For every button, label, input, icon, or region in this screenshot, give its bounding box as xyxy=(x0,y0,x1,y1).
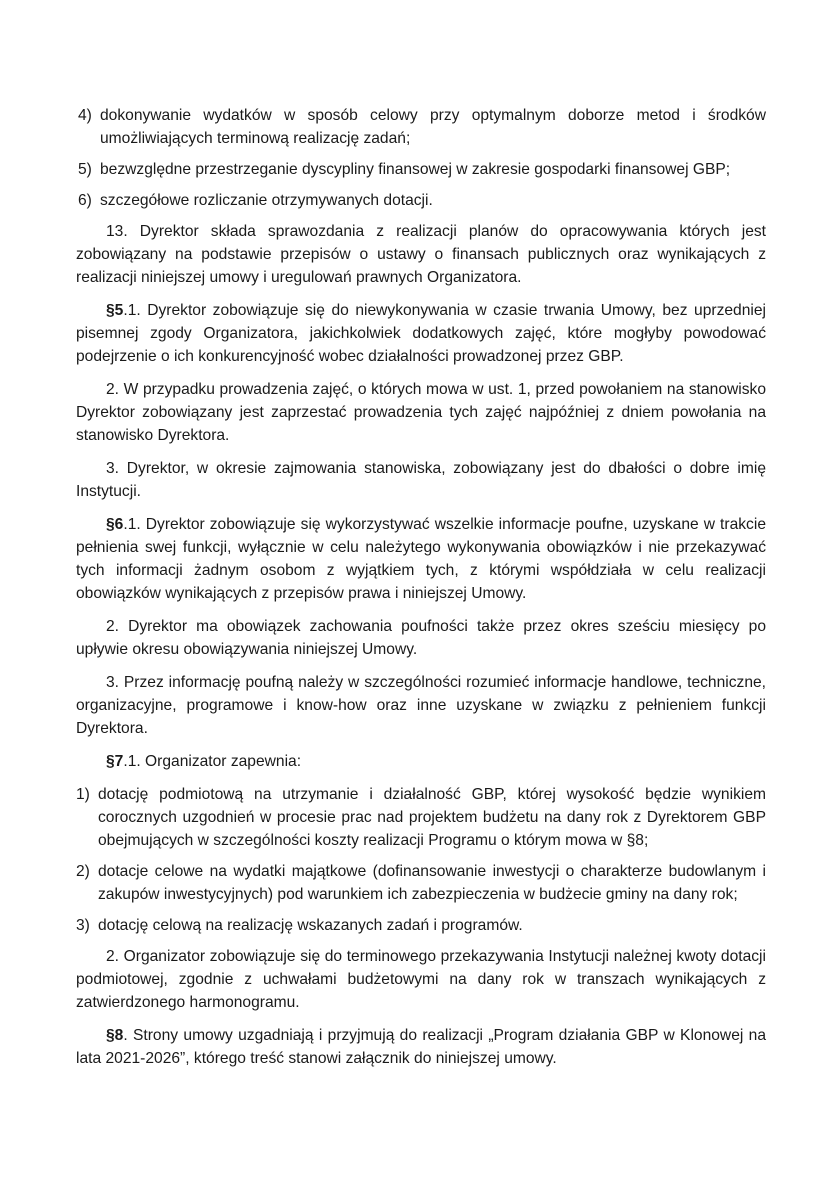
list-item xyxy=(76,860,766,906)
section-text: .1. Organizator zapewnia: xyxy=(123,753,302,770)
section-text: .1. Dyrektor zobowiązuje się wykorzystywać wszelkie informacje poufne, uzyskane w trakcie pełnienia swej funkcji, wyłącznie w celu należytego wykonywania obowiązków i nie przekazywać tych informacji żadnym osobom z wyjątkiem tych, z którymi współdziała w celu realizacji obowiązków wynikających z przepisów prawa i niniejszej Umowy. xyxy=(76,516,766,602)
section-paragraph xyxy=(76,513,766,605)
list-item xyxy=(76,783,766,852)
list-number: 4) xyxy=(78,107,92,124)
list-item xyxy=(76,914,766,937)
list-text: szczegółowe rozliczanie otrzymywanych dotacji. xyxy=(100,192,433,209)
section-paragraph xyxy=(76,1024,766,1070)
list-number: 1) xyxy=(76,786,90,803)
paragraph: 2. Dyrektor ma obowiązek zachowania poufności także przez okres sześciu miesięcy po upływie okresu obowiązywania niniejszej Umowy. xyxy=(76,618,766,658)
section-paragraph xyxy=(76,299,766,368)
list-item xyxy=(76,189,766,212)
list-number: 3) xyxy=(76,917,90,934)
list-item xyxy=(76,104,766,150)
list-item xyxy=(76,158,766,181)
paragraph: 3. Przez informację poufną należy w szczególności rozumieć informacje handlowe, techniczne, organizacyjne, programowe i know-how oraz inne uzyskane w związku z pełnieniem funkcji Dyrektora. xyxy=(76,674,766,737)
section-text: . Strony umowy uzgadniają i przyjmują do realizacji „Program działania GBP w Klonowej na lata 2021-2026”, którego treść stanowi załącznik do niniejszej umowy. xyxy=(76,1027,766,1067)
paragraph: 3. Dyrektor, w okresie zajmowania stanowiska, zobowiązany jest do dbałości o dobre imię Instytucji. xyxy=(76,460,766,500)
list-text: dokonywanie wydatków w sposób celowy przy optymalnym doborze metod i środków umożliwiających terminową realizację zadań; xyxy=(100,107,766,147)
list-text: dotacje celowe na wydatki majątkowe (dofinansowanie inwestycji o charakterze budowlanym i zakupów inwestycyjnych) pod warunkiem ich zabezpieczenia w budżecie gminy na dany rok; xyxy=(98,863,766,903)
paragraph: 13. Dyrektor składa sprawozdania z realizacji planów do opracowywania których jest zobowiązany na podstawie przepisów o ustawy o finansach publicznych oraz wynikających z realizacji niniejszej umowy i uregulowań prawnych Organizatora. xyxy=(76,223,766,286)
list-text: dotację podmiotową na utrzymanie i działalność GBP, której wysokość będzie wynikiem corocznych uzgodnień w procesie prac nad projektem budżetu na dany rok z Dyrektorem GBP obejmujących w szczególności koszty realizacji Programu o którym mowa w §8; xyxy=(98,786,766,849)
list-text: dotację celową na realizację wskazanych zadań i programów. xyxy=(98,917,523,934)
section-number: §8 xyxy=(106,1027,124,1044)
list-number: 2) xyxy=(76,863,90,880)
paragraph: 2. W przypadku prowadzenia zajęć, o których mowa w ust. 1, przed powołaniem na stanowisko Dyrektor zobowiązany jest zaprzestać prowadzenia tych zajęć najpóźniej z dniem powołania na stanowisko Dyrektora. xyxy=(76,381,766,444)
section-text: .1. Dyrektor zobowiązuje się do niewykonywania w czasie trwania Umowy, bez uprzedniej pisemnej zgody Organizatora, jakichkolwiek dodatkowych zajęć, które mogłyby powodować podejrzenie o ich konkurencyjność wobec działalności prowadzonej przez GBP. xyxy=(76,302,766,365)
section-paragraph xyxy=(76,750,766,773)
list-number: 5) xyxy=(78,161,92,178)
list-text: bezwzględne przestrzeganie dyscypliny finansowej w zakresie gospodarki finansowej GBP; xyxy=(100,161,731,178)
section-number: §5 xyxy=(106,302,124,319)
list-number: 6) xyxy=(78,192,92,209)
section-number: §7 xyxy=(106,753,124,770)
paragraph: 2. Organizator zobowiązuje się do terminowego przekazywania Instytucji należnej kwoty dotacji podmiotowej, zgodnie z uchwałami budżetowymi na dany rok w transzach wynikających z zatwierdzonego harmonogramu. xyxy=(76,948,766,1011)
section-number: §6 xyxy=(106,516,124,533)
document-body xyxy=(76,104,766,1080)
